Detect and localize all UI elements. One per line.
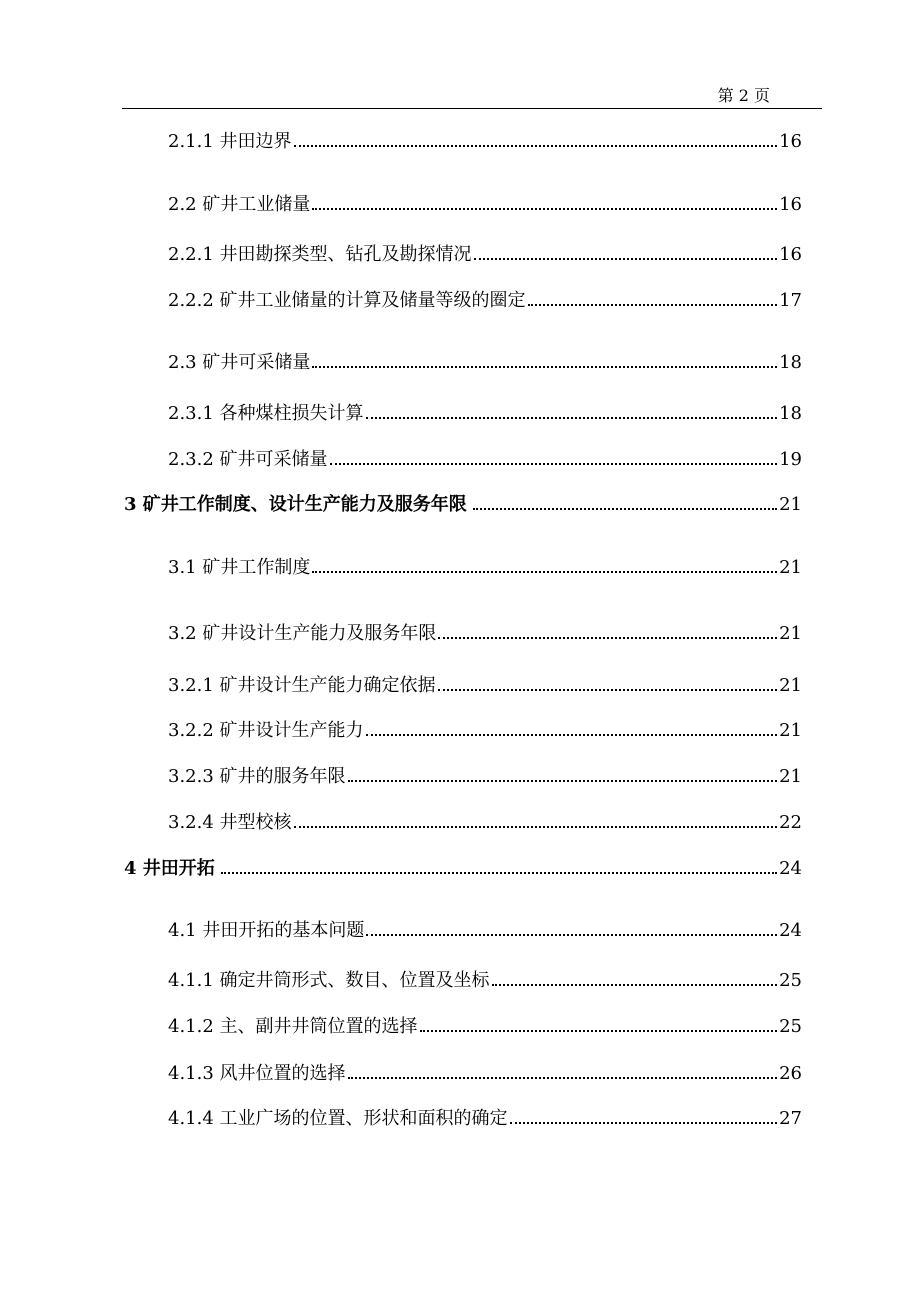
toc-entry[interactable] xyxy=(168,1015,802,1039)
dot-leader xyxy=(312,366,777,368)
toc-chapter-entry[interactable] xyxy=(124,857,802,881)
toc-entry[interactable] xyxy=(168,402,802,426)
toc-entry-page: 24 xyxy=(779,920,802,941)
toc-entry[interactable] xyxy=(168,765,802,789)
toc-entry-page: 21 xyxy=(779,557,802,578)
dot-leader xyxy=(438,637,777,639)
dot-leader xyxy=(366,934,777,936)
toc-entry[interactable] xyxy=(168,811,802,835)
dot-leader xyxy=(492,984,778,986)
toc-entry[interactable] xyxy=(168,130,802,154)
toc-entry[interactable] xyxy=(168,448,802,472)
page-header xyxy=(0,0,920,110)
toc-entry-page: 25 xyxy=(779,970,802,991)
dot-leader xyxy=(330,463,778,465)
toc-entry[interactable] xyxy=(168,969,802,993)
toc-entry-title: 3.2.4 井型校核 xyxy=(168,812,292,833)
dot-leader xyxy=(438,689,778,691)
toc-entry-page: 21 xyxy=(779,766,802,787)
toc-entry-title: 3.2.2 矿井设计生产能力 xyxy=(168,720,364,741)
toc-chapter-entry[interactable] xyxy=(124,493,802,517)
dot-leader xyxy=(510,1122,778,1124)
toc-entry[interactable] xyxy=(168,622,802,646)
toc-entry[interactable] xyxy=(168,719,802,743)
toc-entry[interactable] xyxy=(168,193,802,217)
dot-leader xyxy=(420,1030,778,1032)
toc-entry[interactable] xyxy=(168,1062,802,1086)
toc-entry-title: 2.2.1 井田勘探类型、钻孔及勘探情况 xyxy=(168,244,472,265)
toc-entry-title: 4.1 井田开拓的基本问题 xyxy=(168,920,365,941)
header-rule xyxy=(122,108,822,109)
toc-entry-page: 16 xyxy=(779,244,802,265)
toc-entry-title: 2.3.1 各种煤柱损失计算 xyxy=(168,403,364,424)
toc-entry[interactable] xyxy=(168,351,802,375)
page-number: 第 2 页 xyxy=(717,86,770,105)
toc-entry-title: 2.3.2 矿井可采储量 xyxy=(168,449,328,470)
dot-leader xyxy=(366,417,778,419)
dot-leader xyxy=(474,258,778,260)
dot-leader xyxy=(294,145,778,147)
toc-entry-title: 2.1.1 井田边界 xyxy=(168,131,292,152)
toc-entry[interactable] xyxy=(168,556,802,580)
dot-leader xyxy=(312,208,777,210)
toc-entry-page: 19 xyxy=(779,449,802,470)
toc-entry-title: 3 矿井工作制度、设计生产能力及服务年限 xyxy=(124,494,467,515)
toc-entry-page: 17 xyxy=(779,290,802,311)
toc-entry-title: 2.3 矿井可采储量 xyxy=(168,352,311,373)
toc-entry-title: 3.1 矿井工作制度 xyxy=(168,557,311,578)
dot-leader xyxy=(528,304,778,306)
toc-entry[interactable] xyxy=(168,243,802,267)
dot-leader xyxy=(348,1077,778,1079)
toc-entry-page: 27 xyxy=(779,1108,802,1129)
toc-entry-title: 4.1.1 确定井筒形式、数目、位置及坐标 xyxy=(168,970,490,991)
dot-leader xyxy=(312,571,777,573)
toc-entry-page: 18 xyxy=(779,403,802,424)
toc-entry-title: 4 井田开拓 xyxy=(124,858,215,879)
toc-entry-page: 18 xyxy=(779,352,802,373)
toc-entry-page: 22 xyxy=(779,812,802,833)
toc-entry-page: 26 xyxy=(779,1063,802,1084)
toc-entry-page: 21 xyxy=(779,720,802,741)
toc-entry-page: 21 xyxy=(779,675,802,696)
toc-entry-title: 4.1.2 主、副井井筒位置的选择 xyxy=(168,1016,418,1037)
toc-entry-page: 24 xyxy=(779,858,802,879)
toc-entry[interactable] xyxy=(168,674,802,698)
toc-entry[interactable] xyxy=(168,289,802,313)
dot-leader xyxy=(366,734,778,736)
toc-entry-title: 4.1.3 风井位置的选择 xyxy=(168,1063,346,1084)
toc-entry-title: 2.2.2 矿井工业储量的计算及储量等级的圈定 xyxy=(168,290,526,311)
toc-entry-page: 16 xyxy=(779,131,802,152)
toc-entry-title: 3.2.3 矿井的服务年限 xyxy=(168,766,346,787)
toc-entry[interactable] xyxy=(168,919,802,943)
toc-entry-page: 16 xyxy=(779,194,802,215)
toc-entry-title: 4.1.4 工业广场的位置、形状和面积的确定 xyxy=(168,1108,508,1129)
toc-entry-title: 3.2 矿井设计生产能力及服务年限 xyxy=(168,623,437,644)
toc-entry-title: 3.2.1 矿井设计生产能力确定依据 xyxy=(168,675,436,696)
toc-entry-title: 2.2 矿井工业储量 xyxy=(168,194,311,215)
dot-leader xyxy=(294,826,778,828)
toc-entry[interactable] xyxy=(168,1107,802,1131)
dot-leader xyxy=(348,780,778,782)
dot-leader xyxy=(473,508,777,510)
toc-entry-page: 21 xyxy=(779,623,802,644)
toc-entry-page: 25 xyxy=(779,1016,802,1037)
toc-entry-page: 21 xyxy=(779,494,802,515)
dot-leader xyxy=(221,872,777,874)
